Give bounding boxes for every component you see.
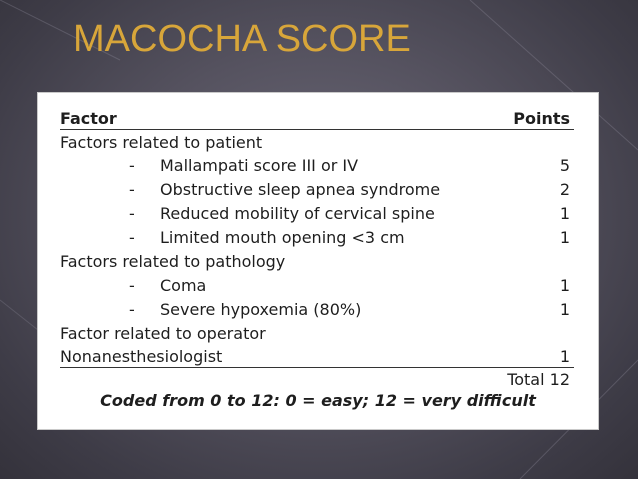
scoring-note: Coded from 0 to 12: 0 = easy; 12 = very difficult [100,391,536,410]
header-divider [60,129,574,130]
table-row: - Obstructive sleep apnea syndrome 2 [129,180,570,199]
table-header-row [38,107,598,131]
total-value: Total 12 [507,370,570,389]
table-row: Nonanesthesiologist 1 [60,347,570,366]
table-row: - Coma 1 [129,276,570,295]
factor-column-header: Factor [60,109,117,128]
points-column-header: Points [513,109,570,128]
group-label-pathology: Factors related to pathology [60,252,286,271]
group-label-patient: Factors related to patient [60,133,263,152]
table-row: - Limited mouth opening <3 cm 1 [129,228,570,247]
table-row: - Severe hypoxemia (80%) 1 [129,300,570,319]
table-row: - Reduced mobility of cervical spine 1 [129,204,570,223]
score-table [38,93,598,429]
slide-title: MACOCHA SCORE [73,18,411,60]
table-row: - Mallampati score III or IV 5 [129,156,570,175]
group-label-operator: Factor related to operator [60,324,266,343]
